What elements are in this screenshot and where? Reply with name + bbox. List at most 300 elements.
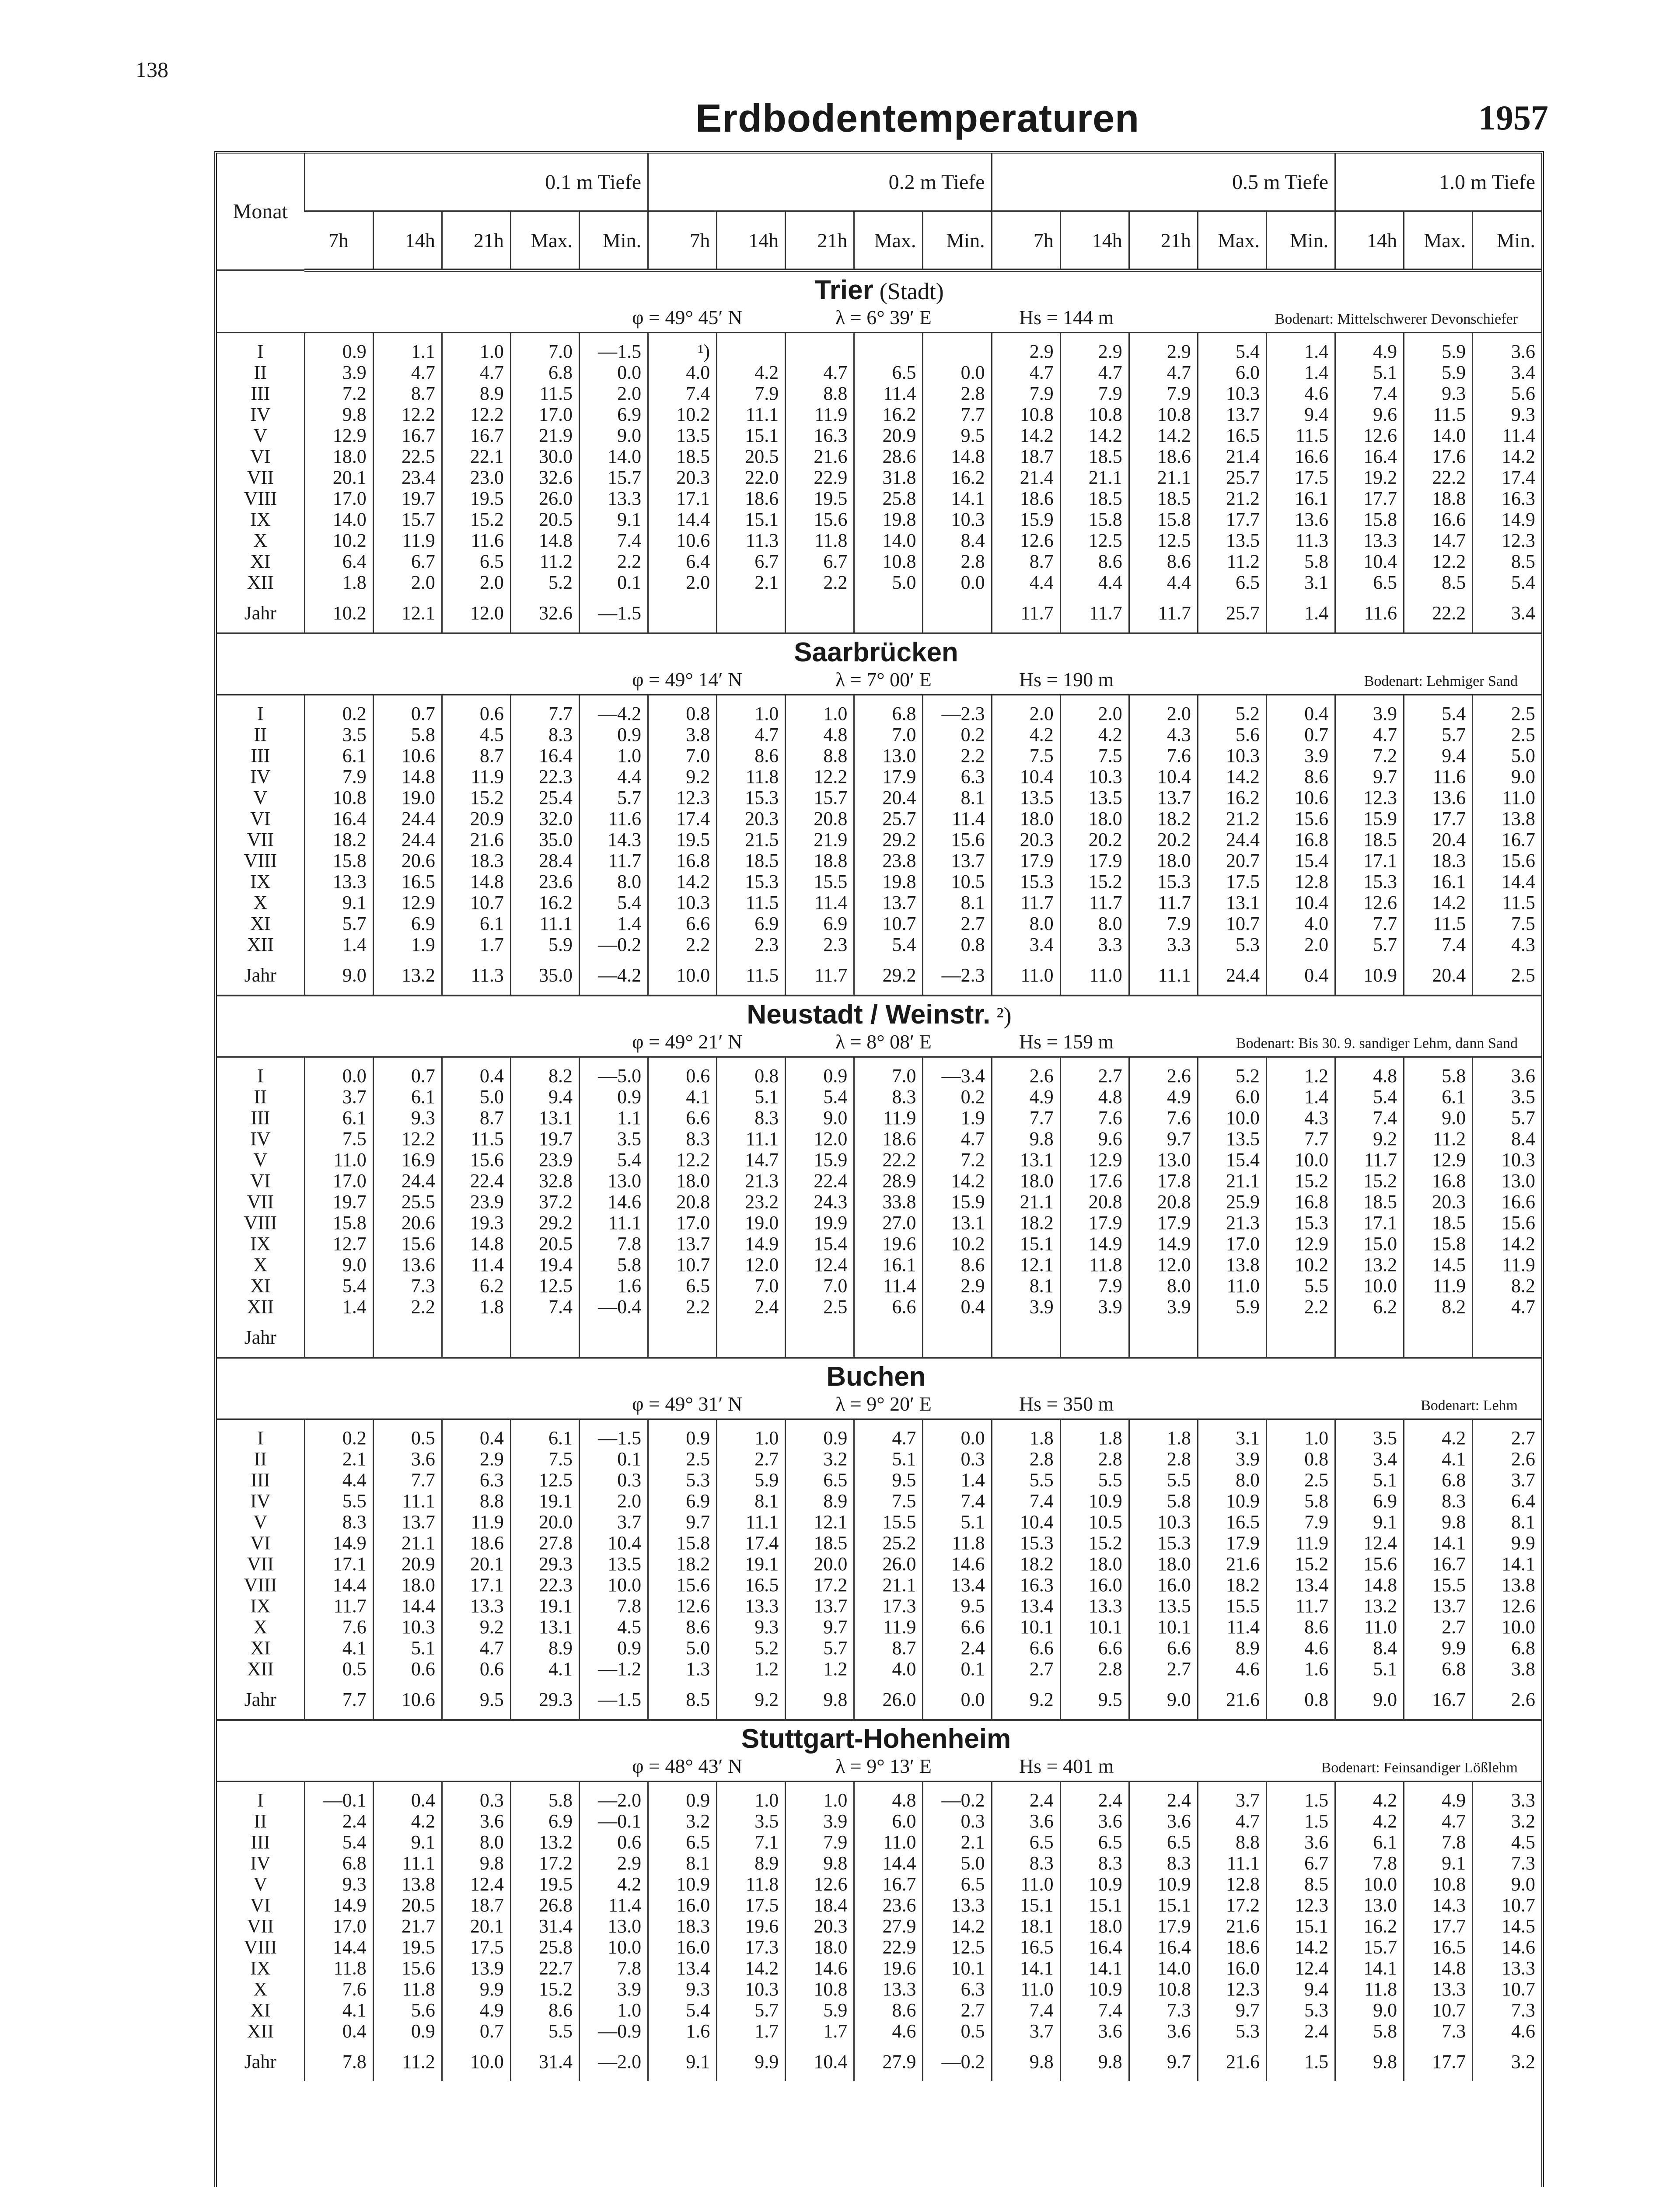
- temperature-cell: 3.2: [1473, 2042, 1541, 2081]
- monat-header: Monat: [217, 154, 304, 270]
- temperature-cell: 25.8: [854, 488, 923, 509]
- temperature-cell: 17.2: [786, 1575, 854, 1596]
- temperature-cell: 9.8: [304, 404, 373, 425]
- temperature-cell: 21.7: [373, 1916, 442, 1937]
- spacer-cell: [717, 333, 786, 342]
- temperature-cell: 2.6: [992, 1066, 1060, 1087]
- temperature-cell: 15.5: [1404, 1575, 1473, 1596]
- temperature-cell: 11.9: [442, 1512, 510, 1533]
- page-number: 138: [136, 57, 168, 82]
- time-column-header: 7h: [992, 211, 1060, 271]
- temperature-cell: 5.8: [1404, 1066, 1473, 1087]
- temperature-cell: 17.1: [1335, 850, 1404, 871]
- temperature-cell: 0.3: [580, 1470, 648, 1491]
- time-column-header: 14h: [1335, 211, 1404, 271]
- month-label: V: [253, 1512, 268, 1533]
- temperature-cell: 21.6: [1198, 1680, 1266, 1720]
- temperature-cell: 4.7: [1404, 1811, 1473, 1832]
- temperature-cell: 14.2: [923, 1916, 992, 1937]
- temperature-cell: 14.2: [1473, 446, 1541, 467]
- temperature-cell: 10.0: [442, 2042, 510, 2081]
- temperature-cell: 8.3: [1129, 1853, 1198, 1874]
- temperature-cell: 10.4: [992, 766, 1060, 787]
- table-row: [217, 1149, 1541, 1170]
- temperature-cell: 4.9: [1129, 1087, 1198, 1107]
- year-row: [217, 593, 1541, 633]
- temperature-cell: 9.7: [786, 1617, 854, 1638]
- temperature-cell: 5.4: [1404, 703, 1473, 724]
- temperature-cell: 9.5: [923, 425, 992, 446]
- temperature-cell: 11.4: [442, 1254, 510, 1275]
- temperature-cell: 11.1: [1198, 1853, 1266, 1874]
- temperature-cell: 9.7: [1198, 2000, 1266, 2021]
- temperature-cell: 20.7: [1198, 850, 1266, 871]
- temperature-cell: 9.0: [1335, 2000, 1404, 2021]
- temperature-cell: 2.0: [580, 383, 648, 404]
- temperature-cell: 7.8: [1404, 1832, 1473, 1853]
- temperature-cell: 14.2: [1198, 766, 1266, 787]
- temperature-cell: 11.9: [1266, 1533, 1335, 1554]
- month-label: II: [254, 1449, 267, 1470]
- temperature-cell: 15.8: [1129, 509, 1198, 530]
- temperature-cell: 10.6: [648, 530, 717, 551]
- temperature-cell: 4.4: [1060, 572, 1129, 593]
- temperature-cell: 10.0: [580, 1575, 648, 1596]
- temperature-cell: 6.5: [442, 551, 510, 572]
- spacer-cell: [1473, 695, 1541, 704]
- temperature-cell: 11.7: [1266, 1596, 1335, 1617]
- spacer-cell: [1060, 1419, 1129, 1428]
- temperature-cell: 13.1: [510, 1617, 579, 1638]
- temperature-cell: 0.8: [923, 934, 992, 955]
- longitude: λ = 6° 39′ E: [835, 306, 932, 328]
- temperature-cell: [373, 1317, 442, 1358]
- temperature-cell: 13.0: [1473, 1170, 1541, 1191]
- temperature-cell: 17.7: [1404, 1916, 1473, 1937]
- temperature-cell: 6.0: [1198, 1087, 1266, 1107]
- spacer-cell: [580, 695, 648, 704]
- temperature-cell: 18.5: [1060, 488, 1129, 509]
- temperature-cell: 5.8: [580, 1254, 648, 1275]
- table-row: [217, 1233, 1541, 1254]
- temperature-cell: 14.9: [1060, 1233, 1129, 1254]
- spacer-cell: [217, 1419, 304, 1428]
- temperature-cell: 35.0: [510, 955, 579, 996]
- table-row: [217, 1066, 1541, 1087]
- temperature-cell: 1.6: [1266, 1659, 1335, 1680]
- temperature-cell: 3.9: [1129, 1296, 1198, 1317]
- temperature-cell: 19.0: [717, 1212, 786, 1233]
- temperature-cell: 10.3: [1060, 766, 1129, 787]
- spacer-cell: [1129, 1057, 1198, 1066]
- spacer-cell: [1060, 695, 1129, 704]
- temperature-cell: 6.8: [1404, 1659, 1473, 1680]
- month-label: X: [253, 892, 268, 913]
- temperature-cell: 14.5: [1473, 1916, 1541, 1937]
- month-label: V: [253, 1874, 268, 1895]
- temperature-cell: 2.2: [648, 934, 717, 955]
- temperature-cell: 1.8: [992, 1428, 1060, 1449]
- temperature-cell: 15.2: [442, 787, 510, 808]
- temperature-cell: 1.0: [580, 2000, 648, 2021]
- month-label: I: [257, 1428, 264, 1449]
- month-label: VIII: [244, 850, 277, 871]
- temperature-cell: [304, 1317, 373, 1358]
- temperature-cell: 0.0: [580, 362, 648, 383]
- table-row: [217, 1895, 1541, 1916]
- temperature-cell: 6.6: [1060, 1638, 1129, 1659]
- temperature-cell: 0.8: [648, 703, 717, 724]
- station-suffix: (Stadt): [879, 278, 944, 304]
- temperature-cell: 5.7: [1335, 934, 1404, 955]
- temperature-cell: 22.2: [1404, 593, 1473, 633]
- temperature-cell: 3.4: [1473, 593, 1541, 633]
- spacer-cell: [1404, 333, 1473, 342]
- temperature-cell: 3.4: [1473, 362, 1541, 383]
- temperature-cell: 12.6: [786, 1874, 854, 1895]
- temperature-cell: 13.1: [923, 1212, 992, 1233]
- temperature-cell: 0.9: [648, 1428, 717, 1449]
- temperature-cell: 7.4: [510, 1296, 579, 1317]
- temperature-cell: 4.5: [1473, 1832, 1541, 1853]
- temperature-cell: 2.5: [1473, 724, 1541, 745]
- temperature-cell: 20.4: [1404, 829, 1473, 850]
- temperature-cell: 0.0: [923, 572, 992, 593]
- latitude: φ = 49° 31′ N: [632, 1393, 743, 1415]
- latitude: φ = 49° 21′ N: [632, 1031, 743, 1053]
- temperature-cell: 19.8: [854, 871, 923, 892]
- temperature-cell: 11.8: [923, 1533, 992, 1554]
- spacer-cell: [304, 333, 373, 342]
- temperature-cell: 1.4: [923, 1470, 992, 1491]
- temperature-cell: 4.2: [992, 724, 1060, 745]
- temperature-cell: 16.8: [1266, 829, 1335, 850]
- temperature-cell: 6.1: [1335, 1832, 1404, 1853]
- temperature-cell: —1.5: [580, 593, 648, 633]
- temperature-cell: 18.0: [1129, 1554, 1198, 1575]
- temperature-cell: 13.2: [510, 1832, 579, 1853]
- temperature-cell: 9.1: [580, 509, 648, 530]
- year-label: Jahr: [244, 964, 276, 986]
- temperature-cell: 18.2: [992, 1212, 1060, 1233]
- temperature-cell: 1.8: [304, 572, 373, 593]
- temperature-cell: 16.4: [1060, 1937, 1129, 1958]
- year-label: Jahr: [244, 2051, 276, 2072]
- temperature-cell: 8.2: [1404, 1296, 1473, 1317]
- temperature-cell: 4.1: [304, 2000, 373, 2021]
- spacer-cell: [217, 1057, 304, 1066]
- table-row: [217, 745, 1541, 766]
- temperature-cell: 20.4: [854, 787, 923, 808]
- temperature-cell: ¹): [648, 341, 717, 362]
- temperature-cell: 17.0: [510, 404, 579, 425]
- temperature-cell: 10.8: [1404, 1874, 1473, 1895]
- temperature-cell: 14.9: [717, 1233, 786, 1254]
- temperature-cell: 18.7: [442, 1895, 510, 1916]
- temperature-cell: 10.3: [1129, 1512, 1198, 1533]
- temperature-cell: 13.1: [1198, 892, 1266, 913]
- temperature-cell: 16.7: [373, 425, 442, 446]
- temperature-cell: 16.4: [304, 808, 373, 829]
- temperature-cell: 16.7: [854, 1874, 923, 1895]
- temperature-cell: 8.0: [580, 871, 648, 892]
- temperature-cell: 30.0: [510, 446, 579, 467]
- temperature-cell: 4.3: [1129, 724, 1198, 745]
- spacer-cell: [786, 333, 854, 342]
- table-row: [217, 766, 1541, 787]
- temperature-cell: 14.2: [1060, 425, 1129, 446]
- temperature-cell: 7.7: [923, 404, 992, 425]
- temperature-cell: 0.2: [923, 1087, 992, 1107]
- temperature-cell: 10.8: [304, 787, 373, 808]
- temperature-cell: [1266, 1317, 1335, 1358]
- temperature-cell: 6.1: [304, 1107, 373, 1128]
- temperature-cell: 18.1: [992, 1916, 1060, 1937]
- temperature-cell: 6.1: [304, 745, 373, 766]
- temperature-cell: 9.2: [1335, 1128, 1404, 1149]
- temperature-cell: 1.4: [1266, 1087, 1335, 1107]
- temperature-cell: 14.1: [992, 1958, 1060, 1979]
- table-row: [217, 787, 1541, 808]
- temperature-cell: 15.0: [1335, 1233, 1404, 1254]
- temperature-cell: 3.1: [1198, 1428, 1266, 1449]
- temperature-cell: 18.6: [717, 488, 786, 509]
- spacer-cell: [217, 333, 304, 342]
- temperature-cell: 8.1: [992, 1275, 1060, 1296]
- temperature-cell: 21.2: [1198, 808, 1266, 829]
- temperature-cell: 24.4: [1198, 829, 1266, 850]
- temperature-cell: 1.3: [648, 1659, 717, 1680]
- temperature-cell: 12.2: [373, 404, 442, 425]
- temperature-cell: 13.3: [854, 1979, 923, 2000]
- temperature-cell: 37.2: [510, 1191, 579, 1212]
- temperature-cell: 13.8: [1473, 808, 1541, 829]
- temperature-cell: 4.7: [854, 1428, 923, 1449]
- time-column-header: Min.: [1266, 211, 1335, 271]
- temperature-cell: 2.8: [1060, 1449, 1129, 1470]
- spacer-cell: [373, 1782, 442, 1790]
- temperature-cell: —4.2: [580, 955, 648, 996]
- temperature-cell: 6.8: [1404, 1470, 1473, 1491]
- temperature-cell: 8.3: [854, 1087, 923, 1107]
- temperature-cell: 11.6: [1404, 766, 1473, 787]
- temperature-cell: 10.9: [1129, 1874, 1198, 1895]
- temperature-cell: 4.2: [1404, 1428, 1473, 1449]
- temperature-cell: 0.9: [580, 1638, 648, 1659]
- temperature-cell: 28.4: [510, 850, 579, 871]
- temperature-cell: 16.5: [717, 1575, 786, 1596]
- temperature-cell: 13.7: [1404, 1596, 1473, 1617]
- temperature-cell: 8.9: [1198, 1638, 1266, 1659]
- temperature-cell: 7.6: [304, 1617, 373, 1638]
- month-label: XII: [247, 572, 274, 593]
- temperature-cell: 13.6: [1266, 509, 1335, 530]
- temperature-cell: 0.8: [717, 1066, 786, 1087]
- temperature-cell: 13.7: [854, 892, 923, 913]
- temperature-cell: 11.8: [1335, 1979, 1404, 2000]
- spacer-cell: [580, 1419, 648, 1428]
- temperature-cell: —1.2: [580, 1659, 648, 1680]
- temperature-cell: 1.7: [717, 2021, 786, 2042]
- temperature-cell: 7.9: [1060, 1275, 1129, 1296]
- temperature-cell: 11.1: [717, 1512, 786, 1533]
- temperature-cell: 18.0: [1060, 1916, 1129, 1937]
- temperature-cell: 9.9: [442, 1979, 510, 2000]
- temperature-cell: 6.5: [854, 362, 923, 383]
- temperature-cell: 0.5: [923, 2021, 992, 2042]
- temperature-cell: 35.0: [510, 829, 579, 850]
- spacer-cell: [1266, 1057, 1335, 1066]
- temperature-cell: 10.2: [304, 530, 373, 551]
- temperature-cell: 2.9: [992, 341, 1060, 362]
- temperature-cell: 32.6: [510, 593, 579, 633]
- temperature-cell: 12.5: [1129, 530, 1198, 551]
- spacer-cell: [580, 1057, 648, 1066]
- temperature-cell: 7.2: [923, 1149, 992, 1170]
- temperature-cell: 1.4: [580, 913, 648, 934]
- spacer-cell: [992, 695, 1060, 704]
- temperature-cell: 16.0: [1060, 1575, 1129, 1596]
- temperature-cell: 2.0: [1266, 934, 1335, 955]
- temperature-cell: 11.4: [786, 892, 854, 913]
- month-label: XII: [247, 1296, 274, 1317]
- temperature-cell: 21.4: [1198, 446, 1266, 467]
- temperature-cell: 10.2: [304, 593, 373, 633]
- temperature-cell: 2.2: [1266, 1296, 1335, 1317]
- temperature-cell: 5.9: [786, 2000, 854, 2021]
- temperature-cell: 11.8: [373, 1979, 442, 2000]
- temperature-cell: 22.1: [442, 446, 510, 467]
- temperature-cell: 1.4: [1266, 341, 1335, 362]
- temperature-cell: 6.6: [648, 913, 717, 934]
- temperature-cell: 19.2: [1335, 467, 1404, 488]
- temperature-cell: 10.7: [1198, 913, 1266, 934]
- temperature-cell: 15.3: [992, 871, 1060, 892]
- temperature-cell: 2.7: [1060, 1066, 1129, 1087]
- temperature-cell: 7.9: [717, 383, 786, 404]
- temperature-cell: 5.6: [1198, 724, 1266, 745]
- longitude: λ = 7° 00′ E: [835, 668, 932, 691]
- temperature-cell: 14.2: [1404, 892, 1473, 913]
- temperature-cell: 4.2: [1335, 1790, 1404, 1811]
- temperature-cell: 20.6: [373, 850, 442, 871]
- temperature-cell: 6.7: [786, 551, 854, 572]
- temperature-cell: 10.4: [1266, 892, 1335, 913]
- temperature-cell: [923, 1317, 992, 1358]
- station-coordinates: [217, 1392, 1541, 1419]
- temperature-cell: 5.5: [510, 2021, 579, 2042]
- temperature-cell: 23.9: [442, 1191, 510, 1212]
- temperature-cell: 3.6: [373, 1449, 442, 1470]
- temperature-cell: 11.5: [717, 955, 786, 996]
- spacer-cell: [510, 695, 579, 704]
- temperature-cell: 6.4: [1473, 1491, 1541, 1512]
- temperature-cell: 8.0: [1060, 913, 1129, 934]
- temperature-cell: 5.0: [648, 1638, 717, 1659]
- temperature-cell: 3.6: [992, 1811, 1060, 1832]
- temperature-cell: 21.9: [786, 829, 854, 850]
- spacer-cell: [1473, 1782, 1541, 1790]
- temperature-cell: 1.0: [786, 1790, 854, 1811]
- temperature-cell: 11.0: [304, 1149, 373, 1170]
- temperature-cell: 0.0: [923, 362, 992, 383]
- temperature-cell: 8.6: [717, 745, 786, 766]
- temperature-cell: 9.0: [1473, 1874, 1541, 1895]
- temperature-cell: 6.1: [442, 913, 510, 934]
- spacer-cell: [1060, 1057, 1129, 1066]
- temperature-cell: 0.5: [304, 1659, 373, 1680]
- temperature-cell: 4.6: [1266, 1638, 1335, 1659]
- temperature-cell: 2.2: [923, 745, 992, 766]
- temperature-cell: 8.3: [992, 1853, 1060, 1874]
- table-row: [217, 1811, 1541, 1832]
- temperature-cell: 9.0: [786, 1107, 854, 1128]
- temperature-cell: 0.4: [1266, 703, 1335, 724]
- temperature-cell: 14.6: [923, 1554, 992, 1575]
- temperature-cell: 8.1: [648, 1853, 717, 1874]
- temperature-cell: 3.6: [1129, 2021, 1198, 2042]
- temperature-cell: 3.8: [648, 724, 717, 745]
- temperature-cell: 14.9: [304, 1895, 373, 1916]
- temperature-cell: 24.4: [373, 1170, 442, 1191]
- spacer-cell: [510, 333, 579, 342]
- temperature-cell: 9.3: [373, 1107, 442, 1128]
- temperature-cell: 12.3: [648, 787, 717, 808]
- temperature-cell: 5.0: [1473, 745, 1541, 766]
- table-row: [217, 1916, 1541, 1937]
- temperature-cell: 3.5: [1473, 1087, 1541, 1107]
- spacer-cell: [442, 695, 510, 704]
- temperature-cell: 8.9: [510, 1638, 579, 1659]
- temperature-cell: 33.8: [854, 1191, 923, 1212]
- temperature-cell: 15.8: [304, 1212, 373, 1233]
- temperature-cell: 20.8: [648, 1191, 717, 1212]
- temperature-cell: 9.6: [1060, 1128, 1129, 1149]
- temperature-cell: 4.6: [1473, 2021, 1541, 2042]
- temperature-cell: 10.3: [1198, 745, 1266, 766]
- temperature-cell: 21.1: [1129, 467, 1198, 488]
- temperature-cell: 7.6: [1129, 745, 1198, 766]
- temperature-cell: 2.0: [442, 572, 510, 593]
- temperature-cell: 9.6: [1335, 404, 1404, 425]
- temperature-cell: 13.3: [923, 1895, 992, 1916]
- temperature-cell: 8.1: [923, 787, 992, 808]
- time-column-header: 14h: [717, 211, 786, 271]
- temperature-cell: 3.5: [580, 1128, 648, 1149]
- temperature-cell: 6.3: [442, 1470, 510, 1491]
- temperature-cell: —0.4: [580, 1296, 648, 1317]
- temperature-cell: 9.1: [1335, 1512, 1404, 1533]
- temperature-cell: [923, 341, 992, 362]
- station-coordinates: [217, 1754, 1541, 1782]
- temperature-cell: 18.2: [1129, 808, 1198, 829]
- temperature-cell: 20.3: [786, 1916, 854, 1937]
- month-label: X: [253, 530, 268, 551]
- temperature-cell: 0.4: [304, 2021, 373, 2042]
- temperature-cell: 7.0: [648, 745, 717, 766]
- temperature-cell: 8.2: [510, 1066, 579, 1087]
- temperature-cell: 5.4: [304, 1832, 373, 1853]
- temperature-cell: 11.5: [442, 1128, 510, 1149]
- temperature-cell: 9.8: [442, 1853, 510, 1874]
- temperature-cell: 9.2: [442, 1617, 510, 1638]
- temperature-cell: 15.8: [648, 1533, 717, 1554]
- temperature-cell: 25.8: [510, 1937, 579, 1958]
- temperature-cell: 22.5: [373, 446, 442, 467]
- temperature-cell: 23.6: [854, 1895, 923, 1916]
- temperature-cell: 5.6: [373, 2000, 442, 2021]
- temperature-cell: 15.3: [992, 1533, 1060, 1554]
